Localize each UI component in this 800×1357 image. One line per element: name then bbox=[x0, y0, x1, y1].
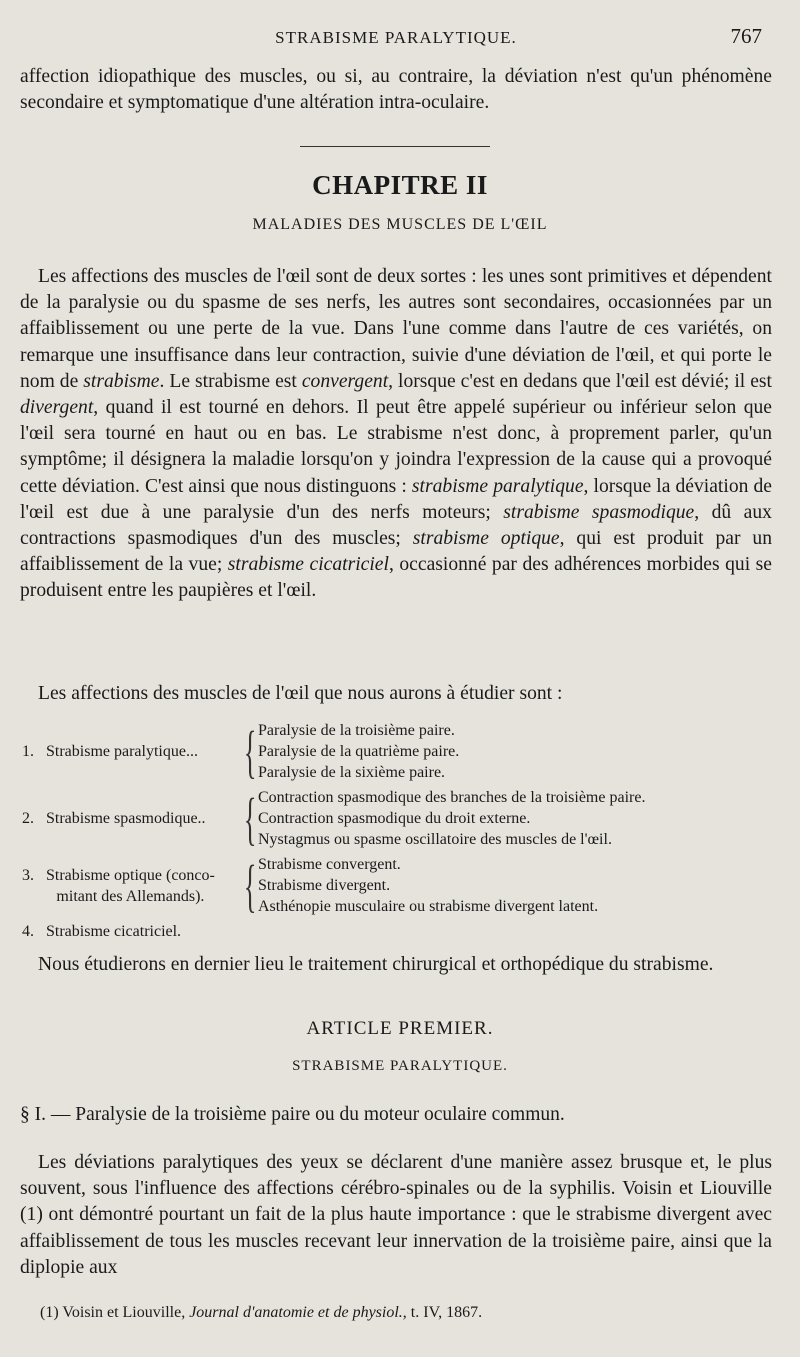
brace-glyph: { bbox=[243, 852, 257, 918]
classification-group bbox=[22, 854, 770, 917]
classification-label: mitant des Allemands). bbox=[56, 887, 205, 905]
classification-item: Asthénopie musculaire ou strabisme divergent latent. bbox=[258, 898, 599, 915]
footnote bbox=[40, 1304, 772, 1322]
classification-item: Contraction spasmodique des branches de la troisième paire. bbox=[258, 789, 646, 806]
page-number: 767 bbox=[730, 24, 762, 48]
classification-number: 1. bbox=[22, 743, 34, 760]
article-subtitle: STRABISME PARALYTIQUE. bbox=[292, 1058, 508, 1074]
chapter-title: CHAPITRE II bbox=[312, 170, 488, 200]
article-title: ARTICLE PREMIER. bbox=[306, 1018, 494, 1039]
classification-label: Strabisme cicatriciel. bbox=[46, 923, 182, 940]
classification-item: Paralysie de la troisième paire. bbox=[258, 722, 455, 739]
classification-label: Strabisme paralytique... bbox=[46, 743, 198, 760]
running-head: STRABISME PARALYTIQUE. bbox=[275, 28, 517, 47]
intro-paragraph bbox=[20, 64, 772, 116]
closing-text: Nous étudierons en dernier lieu le traitement chirurgical et orthopédique du strabisme. bbox=[38, 954, 714, 975]
classification-item: Paralysie de la quatrième paire. bbox=[258, 743, 460, 760]
lead-in-paragraph bbox=[20, 681, 772, 707]
classification-item: Nystagmus ou spasme oscillatoire des muscles de l'œil. bbox=[258, 831, 612, 848]
brace-glyph: { bbox=[243, 718, 257, 784]
classification-item: Paralysie de la sixième paire. bbox=[258, 764, 446, 781]
classification-item: Strabisme convergent. bbox=[258, 856, 401, 873]
classification-number: 2. bbox=[22, 810, 34, 827]
footnote-journal: Journal d'anatomie et de physiol. bbox=[189, 1304, 403, 1321]
classification-label: Strabisme optique (conco- bbox=[46, 866, 215, 884]
chapter-subtitle: MALADIES DES MUSCLES DE L'ŒIL bbox=[252, 216, 548, 233]
main-paragraph bbox=[20, 264, 772, 605]
main-paragraph-text: Les affections des muscles de l'œil sont de deux sortes : les unes sont primitives et dépendent de la paralysie ou du spasme de ses nerfs, les autres sont secondaires, occasionnées par un affaiblissement ou une perte de la vue. Dans l'une comme dans l'autre de ces variétés, on remarque une insuffisance dans leur contraction, suivie d'une déviation de l'œil, et qui porte le nom de strabisme. Le strabisme est convergent, lorsque c'est en dedans que l'œil est dévié; il est divergent, quand il est tourné en dehors. Il peut être appelé supérieur ou inférieur selon que l'œil sera tourné en haut ou en bas. Le strabisme n'est donc, à proprement parler, qu'un symptôme; il désignera la maladie lorsqu'on y joindra l'expression de la cause qui a provoqué cette déviation. C'est ainsi que nous distinguons : strabisme paralytique, lorsque la déviation de l'œil est due à une paralysie d'un des nerfs moteurs; strabisme spasmodique, dû aux contractions spasmodiques d'un des muscles; strabisme optique, qui est produit par un affaiblissement de la vue; strabisme cicatriciel, occasionné par des adhérences morbides qui se produisent entre les paupières et l'œil. bbox=[20, 266, 773, 602]
classification-number: 3. bbox=[22, 866, 34, 884]
section-paragraph-text: Les déviations paralytiques des yeux se déclarent d'une manière assez brusque et, le plus souvent, sous l'influence des affections cérébro-spinales ou de la syphilis. Voisin et Liouville (1) ont démontré pourtant un fait de la plus haute importance : que le strabisme divergent avec affaiblissement de tous les muscles recevant leur innervation de la troisième paire, ainsi que la diplopie aux bbox=[20, 1152, 772, 1278]
classification-item: Strabisme divergent. bbox=[258, 877, 391, 894]
classification-label: Strabisme spasmodique.. bbox=[46, 810, 206, 827]
footnote-ref: , t. IV, 1867. bbox=[402, 1304, 483, 1321]
closing-paragraph bbox=[20, 952, 772, 978]
section-divider bbox=[300, 146, 490, 147]
lead-in-text: Les affections des muscles de l'œil que nous aurons à étudier sont : bbox=[38, 683, 563, 704]
classification-number: 4. bbox=[22, 923, 34, 940]
classification-item: Contraction spasmodique du droit externe. bbox=[258, 810, 531, 827]
footnote-marker: (1) bbox=[40, 1304, 59, 1321]
brace-glyph: { bbox=[243, 785, 257, 851]
classification-group bbox=[22, 787, 770, 850]
classification-group bbox=[22, 921, 770, 942]
footnote-authors: Voisin et Liouville, bbox=[62, 1304, 186, 1321]
page-header bbox=[20, 24, 772, 58]
intro-text: affection idiopathique des muscles, ou si, au contraire, la déviation n'est qu'un phénomène secondaire et symptomatique d'une altération intra-oculaire. bbox=[20, 66, 772, 114]
section-heading: § I. — Paralysie de la troisième paire ou du moteur oculaire commun. bbox=[20, 1104, 565, 1125]
classification-table bbox=[22, 720, 770, 946]
classification-group bbox=[22, 720, 770, 783]
section-paragraph bbox=[20, 1150, 772, 1281]
